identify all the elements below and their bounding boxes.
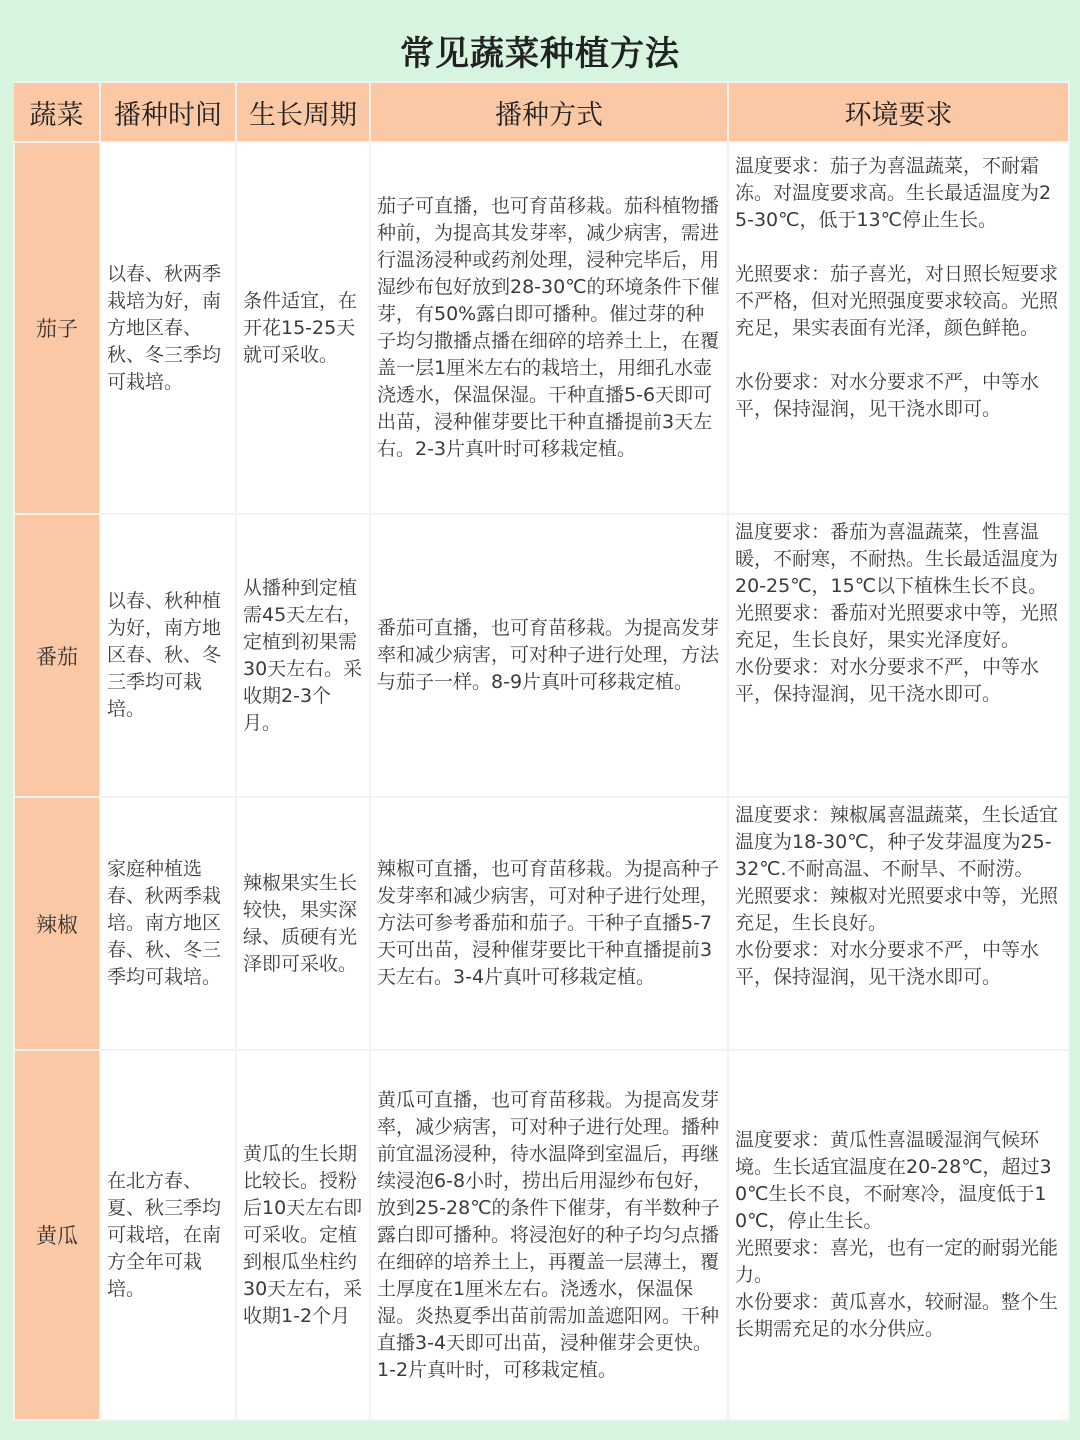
header-sowing-method: 播种方式 — [370, 82, 728, 142]
env-light: 光照要求：辣椒对光照要求中等，光照充足，生长良好。 — [735, 885, 1059, 934]
vegetable-name: 黄瓜 — [14, 1050, 100, 1420]
sowing-method-cell: 黄瓜可直播，也可育苗移栽。为提高发芽率，减少病害，可对种子进行处理。播种前宜温汤浸种，待水温降到室温后，再继续浸泡6-8小时，捞出后用湿纱布包好，放到25-28℃的条件下催芽，有半数种子露白即可播种。将浸泡好的种子均匀点播在细碎的培养土上，再覆盖一层薄土，覆土厚度在1厘米左右。浇透水，保温保湿。炎热夏季出苗前需加盖遮阳网。干种直播3-4天即可出苗，浸种催芽会更快。1-2片真叶时，可移栽定植。 — [370, 1050, 728, 1420]
table-row — [14, 1050, 1069, 1420]
page-title: 常见蔬菜种植方法 — [400, 34, 680, 74]
growth-cycle-cell: 辣椒果实生长较快，果实深绿、质硬有光泽即可采收。 — [236, 797, 370, 1050]
env-light: 光照要求：番茄对光照要求中等，光照充足，生长良好，果实光泽度好。 — [735, 602, 1059, 651]
table-row — [14, 797, 1069, 1050]
growth-cycle-cell: 从播种到定植需45天左右，定植到初果需30天左右。采收期2-3个月。 — [236, 514, 370, 797]
sowing-method-cell: 辣椒可直播，也可育苗移栽。为提高种子发芽率和减少病害，可对种子进行处理，方法可参考番茄和茄子。干种子直播5-7天可出苗，浸种催芽要比干种直播提前3天左右。3-4片真叶可移栽定植。 — [370, 797, 728, 1050]
header-environment: 环境要求 — [728, 82, 1069, 142]
sowing-time-cell: 以春、秋种植为好，南方地区春、秋、冬三季均可栽培。 — [100, 514, 236, 797]
env-water: 水份要求：对水分要求不严，中等水平，保持湿润，见干浇水即可。 — [735, 656, 1040, 705]
sowing-method-cell: 茄子可直播，也可育苗移栽。茄科植物播种前，为提高其发芽率，减少病害，需进行温汤浸种或药剂处理，浸种完毕后，用湿纱布包好放到28-30℃的环境条件下催芽，有50%露白即可播种。催过芽的种子均匀撒播点播在细碎的培养土上，在覆盖一层1厘米左右的栽培土，用细孔水壶浇透水，保温保湿。干种直播5-6天即可出苗，浸种催芽要比干种直播提前3天左右。2-3片真叶时可移栽定植。 — [370, 142, 728, 514]
env-water: 水份要求：黄瓜喜水，较耐湿。整个生长期需充足的水分供应。 — [735, 1291, 1059, 1340]
env-temperature: 温度要求：番茄为喜温蔬菜，性喜温暖，不耐寒，不耐热。生长最适温度为20-25℃，15℃以下植株生长不良。 — [735, 521, 1059, 597]
vegetable-name: 辣椒 — [14, 797, 100, 1050]
sowing-time-cell: 家庭种植选春、秋两季栽培。南方地区春、秋、冬三季均可栽培。 — [100, 797, 236, 1050]
env-temperature: 温度要求：茄子为喜温蔬菜，不耐霜冻。对温度要求高。生长最适温度为25-30℃，低于13℃停止生长。 — [735, 155, 1052, 231]
header-growth-cycle: 生长周期 — [236, 82, 370, 142]
vegetable-table — [13, 81, 1070, 1421]
environment-cell — [728, 142, 1069, 514]
environment-cell — [728, 797, 1069, 1050]
vegetable-name: 番茄 — [14, 514, 100, 797]
header-vegetable: 蔬菜 — [14, 82, 100, 142]
env-light: 光照要求：喜光，也有一定的耐弱光能力。 — [735, 1237, 1059, 1286]
growth-cycle-cell: 黄瓜的生长期比较长。授粉后10天左右即可采收。定植到根瓜坐柱约30天左右，采收期1-2个月 — [236, 1050, 370, 1420]
vegetable-name: 茄子 — [14, 142, 100, 514]
header-sowing-time: 播种时间 — [100, 82, 236, 142]
sowing-method-cell: 番茄可直播，也可育苗移栽。为提高发芽率和减少病害，可对种子进行处理，方法与茄子一样。8-9片真叶可移栽定植。 — [370, 514, 728, 797]
env-temperature: 温度要求：黄瓜性喜温暖湿润气候环境。生长适宜温度在20-28℃，超过30℃生长不良，不耐寒冷，温度低于10℃，停止生长。 — [735, 1129, 1052, 1232]
sowing-time-cell: 以春、秋两季栽培为好，南方地区春、秋、冬三季均可栽培。 — [100, 142, 236, 514]
env-water: 水份要求：对水分要求不严，中等水平，保持湿润，见干浇水即可。 — [735, 939, 1040, 988]
table-row — [14, 514, 1069, 797]
environment-cell — [728, 514, 1069, 797]
table-header-row — [14, 82, 1069, 142]
environment-cell — [728, 1050, 1069, 1420]
env-temperature: 温度要求：辣椒属喜温蔬菜，生长适宜温度为18-30℃，种子发芽温度为25-32℃.不耐高温、不耐旱、不耐涝。 — [735, 804, 1059, 880]
env-water: 水份要求：对水分要求不严，中等水平，保持湿润，见干浇水即可。 — [735, 371, 1040, 420]
growth-cycle-cell: 条件适宜，在开花15-25天就可采收。 — [236, 142, 370, 514]
env-light: 光照要求：茄子喜光，对日照长短要求不严格，但对光照强度要求较高。光照充足，果实表面有光泽，颜色鲜艳。 — [735, 263, 1059, 339]
table-row — [14, 142, 1069, 514]
sowing-time-cell: 在北方春、夏、秋三季均可栽培，在南方全年可栽培。 — [100, 1050, 236, 1420]
